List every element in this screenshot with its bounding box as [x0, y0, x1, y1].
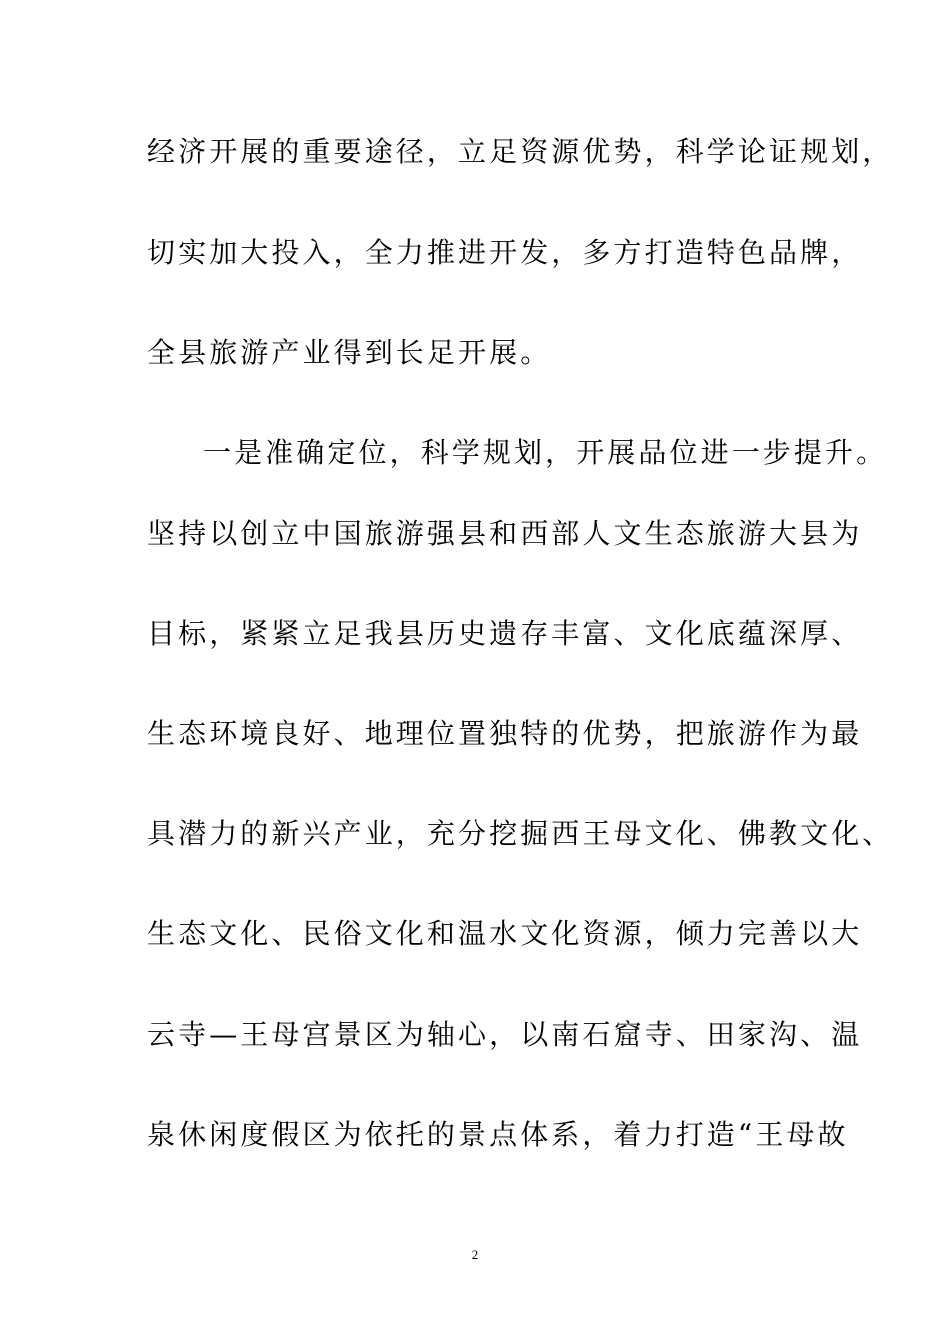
text-line-3: 全县旅游产业得到长足开展。	[147, 336, 552, 369]
text-line-9: 生态文化、民俗文化和温水文化资源，倾力完善以大	[147, 917, 863, 950]
text-line-2: 切实加大投入，全力推进开发，多方打造特色品牌，	[147, 236, 863, 269]
page-number: 2	[471, 1247, 479, 1262]
paragraph-first-line: 一是准确定位，科学规划，开展品位进一步提升。	[203, 436, 888, 469]
text-line-10: 云寺—王母宫景区为轴心，以南石窟寺、田家沟、温	[147, 1018, 863, 1051]
text-line-5: 坚持以创立中国旅游强县和西部人文生态旅游大县为	[147, 517, 863, 550]
text-line-1: 经济开展的重要途径，立足资源优势，科学论证规划，	[147, 135, 894, 168]
text-line-8: 具潜力的新兴产业，充分挖掘西王母文化、佛教文化、	[147, 817, 894, 850]
text-line-11: 泉休闲度假区为依托的景点体系，着力打造“王母故	[147, 1118, 849, 1151]
text-line-7: 生态环境良好、地理位置独特的优势，把旅游作为最	[147, 717, 863, 750]
text-line-6: 目标，紧紧立足我县历史遗存丰富、文化底蕴深厚、	[147, 617, 863, 650]
